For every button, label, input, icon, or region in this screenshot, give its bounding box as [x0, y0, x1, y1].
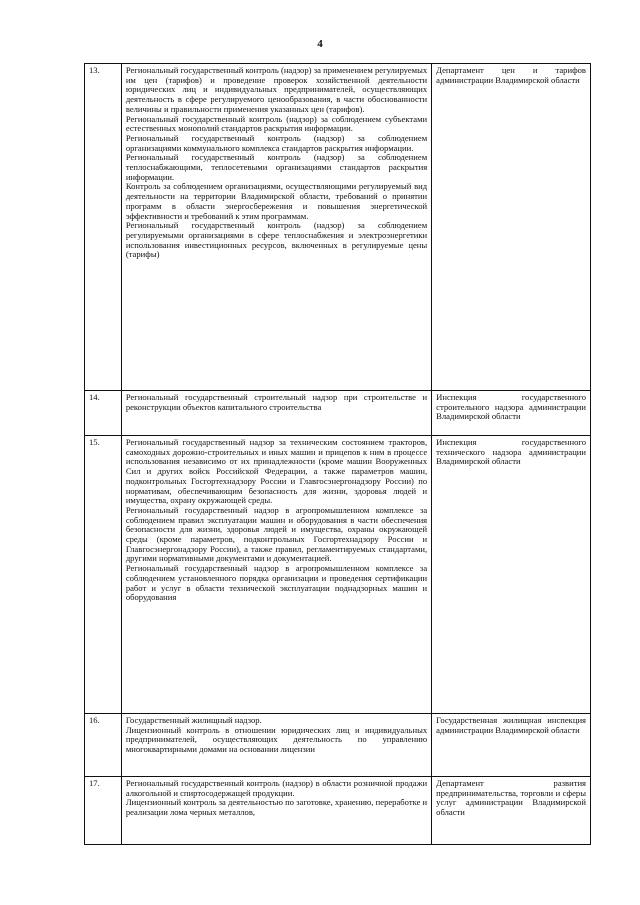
supervision-paragraph: Региональный государственный контроль (надзор) за соблюдением теплоснабжающими, теплосетевыми организациями стандартов раскрытия информации. — [125, 152, 428, 182]
row-number: 14. — [85, 391, 122, 436]
row-number: 13. — [85, 64, 122, 391]
supervision-table — [84, 63, 591, 845]
row-number: 15. — [85, 436, 122, 714]
supervision-paragraph: Лицензионный контроль в отношении юридических лиц и индивидуальных предпринимателей, осуществляющих деятельность по управлению многоквартирными домами на основании лицензии — [125, 724, 428, 755]
authority-cell: Инспекция государственного строительного надзора администрации Владимирской области — [432, 391, 591, 436]
table-row — [85, 64, 591, 391]
supervision-paragraph: Региональный государственный контроль (надзор) за соблюдением регулируемыми организациями в сфере теплоснабжения и электроэнергетики использования инвестиционных ресурсов, включенных в регулируемые цены (тарифы) — [125, 220, 428, 260]
supervision-paragraph: Лицензионный контроль за деятельностью по заготовке, хранению, переработке и реализации лома черных металлов, — [125, 797, 428, 818]
supervision-paragraph: Региональный государственный строительный надзор при строительстве и реконструкции объектов капитального строительства — [125, 392, 428, 412]
supervision-paragraph: Контроль за соблюдением организациями, осуществляющими регулируемый вид деятельности на территории Владимирской области, требований о принятии программ в области энергосбережения и повышения энергетической эффективности и требований к этим программам. — [125, 181, 428, 221]
authority-cell: Инспекция государственного технического надзора администрации Владимирской области — [432, 436, 591, 714]
supervision-paragraph: Региональный государственный надзор в агропромышленном комплексе за соблюдением установленного порядка организации и проведения сертификации работ и услуг в области технической эксплуатации поднадзорных машин и оборудования — [125, 563, 428, 603]
supervision-type-cell — [121, 777, 431, 845]
supervision-type-cell — [121, 391, 431, 436]
row-number: 17. — [85, 777, 122, 845]
row-number: 16. — [85, 714, 122, 777]
authority-cell: Государственная жилищная инспекция администрации Владимирской области — [432, 714, 591, 777]
table-row — [85, 714, 591, 777]
authority-cell: Департамент цен и тарифов администрации Владимирской области — [432, 64, 591, 391]
table-row — [85, 391, 591, 436]
supervision-type-cell — [121, 64, 431, 391]
page-number: 4 — [317, 38, 323, 50]
supervision-paragraph: Государственный жилищный надзор. — [125, 715, 262, 725]
supervision-type-cell — [121, 714, 431, 777]
supervision-paragraph: Региональный государственный контроль (надзор) за соблюдением организациями коммунального комплекса стандартов раскрытия информации. — [125, 132, 428, 153]
authority-cell: Департамент развития предпринимательства, торговли и сферы услуг администрации Владимирской области — [432, 777, 591, 845]
supervision-paragraph: Региональный государственный контроль (надзор) в области розничной продажи алкогольной и спиртосодержащей продукции. — [125, 778, 428, 798]
supervision-paragraph: Региональный государственный надзор за техническим состоянием тракторов, самоходных дорожно-строительных и иных машин и прицепов к ним в процессе использования независимо от их принадлежности (кроме машин Вооруженных Сил и других войск Российской Федерации, а также параметров машин, подконтрольных Госгортехнадзору России и Главгосэнергонадзору России) по нормативам, обеспечивающим безопасность для жизни, здоровья людей и имущества, охрану окружающей среды. — [125, 437, 428, 506]
supervision-paragraph: Региональный государственный контроль (надзор) за применением регулируемых им цен (тарифов) и проведение проверок хозяйственной деятельности юридических лиц и индивидуальных предпринимателей, осуществляющих деятельность в сфере регулируемого ценообразования, в части обоснованности величины и правильности применения указанных цен (тарифов). — [125, 65, 428, 114]
table-row — [85, 777, 591, 845]
supervision-paragraph: Региональный государственный надзор в агропромышленном комплексе за соблюдением правил эксплуатации машин и оборудования в части обеспечения безопасности для жизни, здоровья людей и имущества, охраны окружающей среды (кроме параметров, подконтрольных Госгортехнадзору России и Главгосэнергонадзору России), а также правил, регламентируемых стандартами, другими нормативными документами и документацией. — [125, 504, 428, 564]
supervision-paragraph: Региональный государственный контроль (надзор) за соблюдением субъектами естественных монополий стандартов раскрытия информации. — [125, 113, 428, 134]
supervision-type-cell — [121, 436, 431, 714]
table-row — [85, 436, 591, 714]
